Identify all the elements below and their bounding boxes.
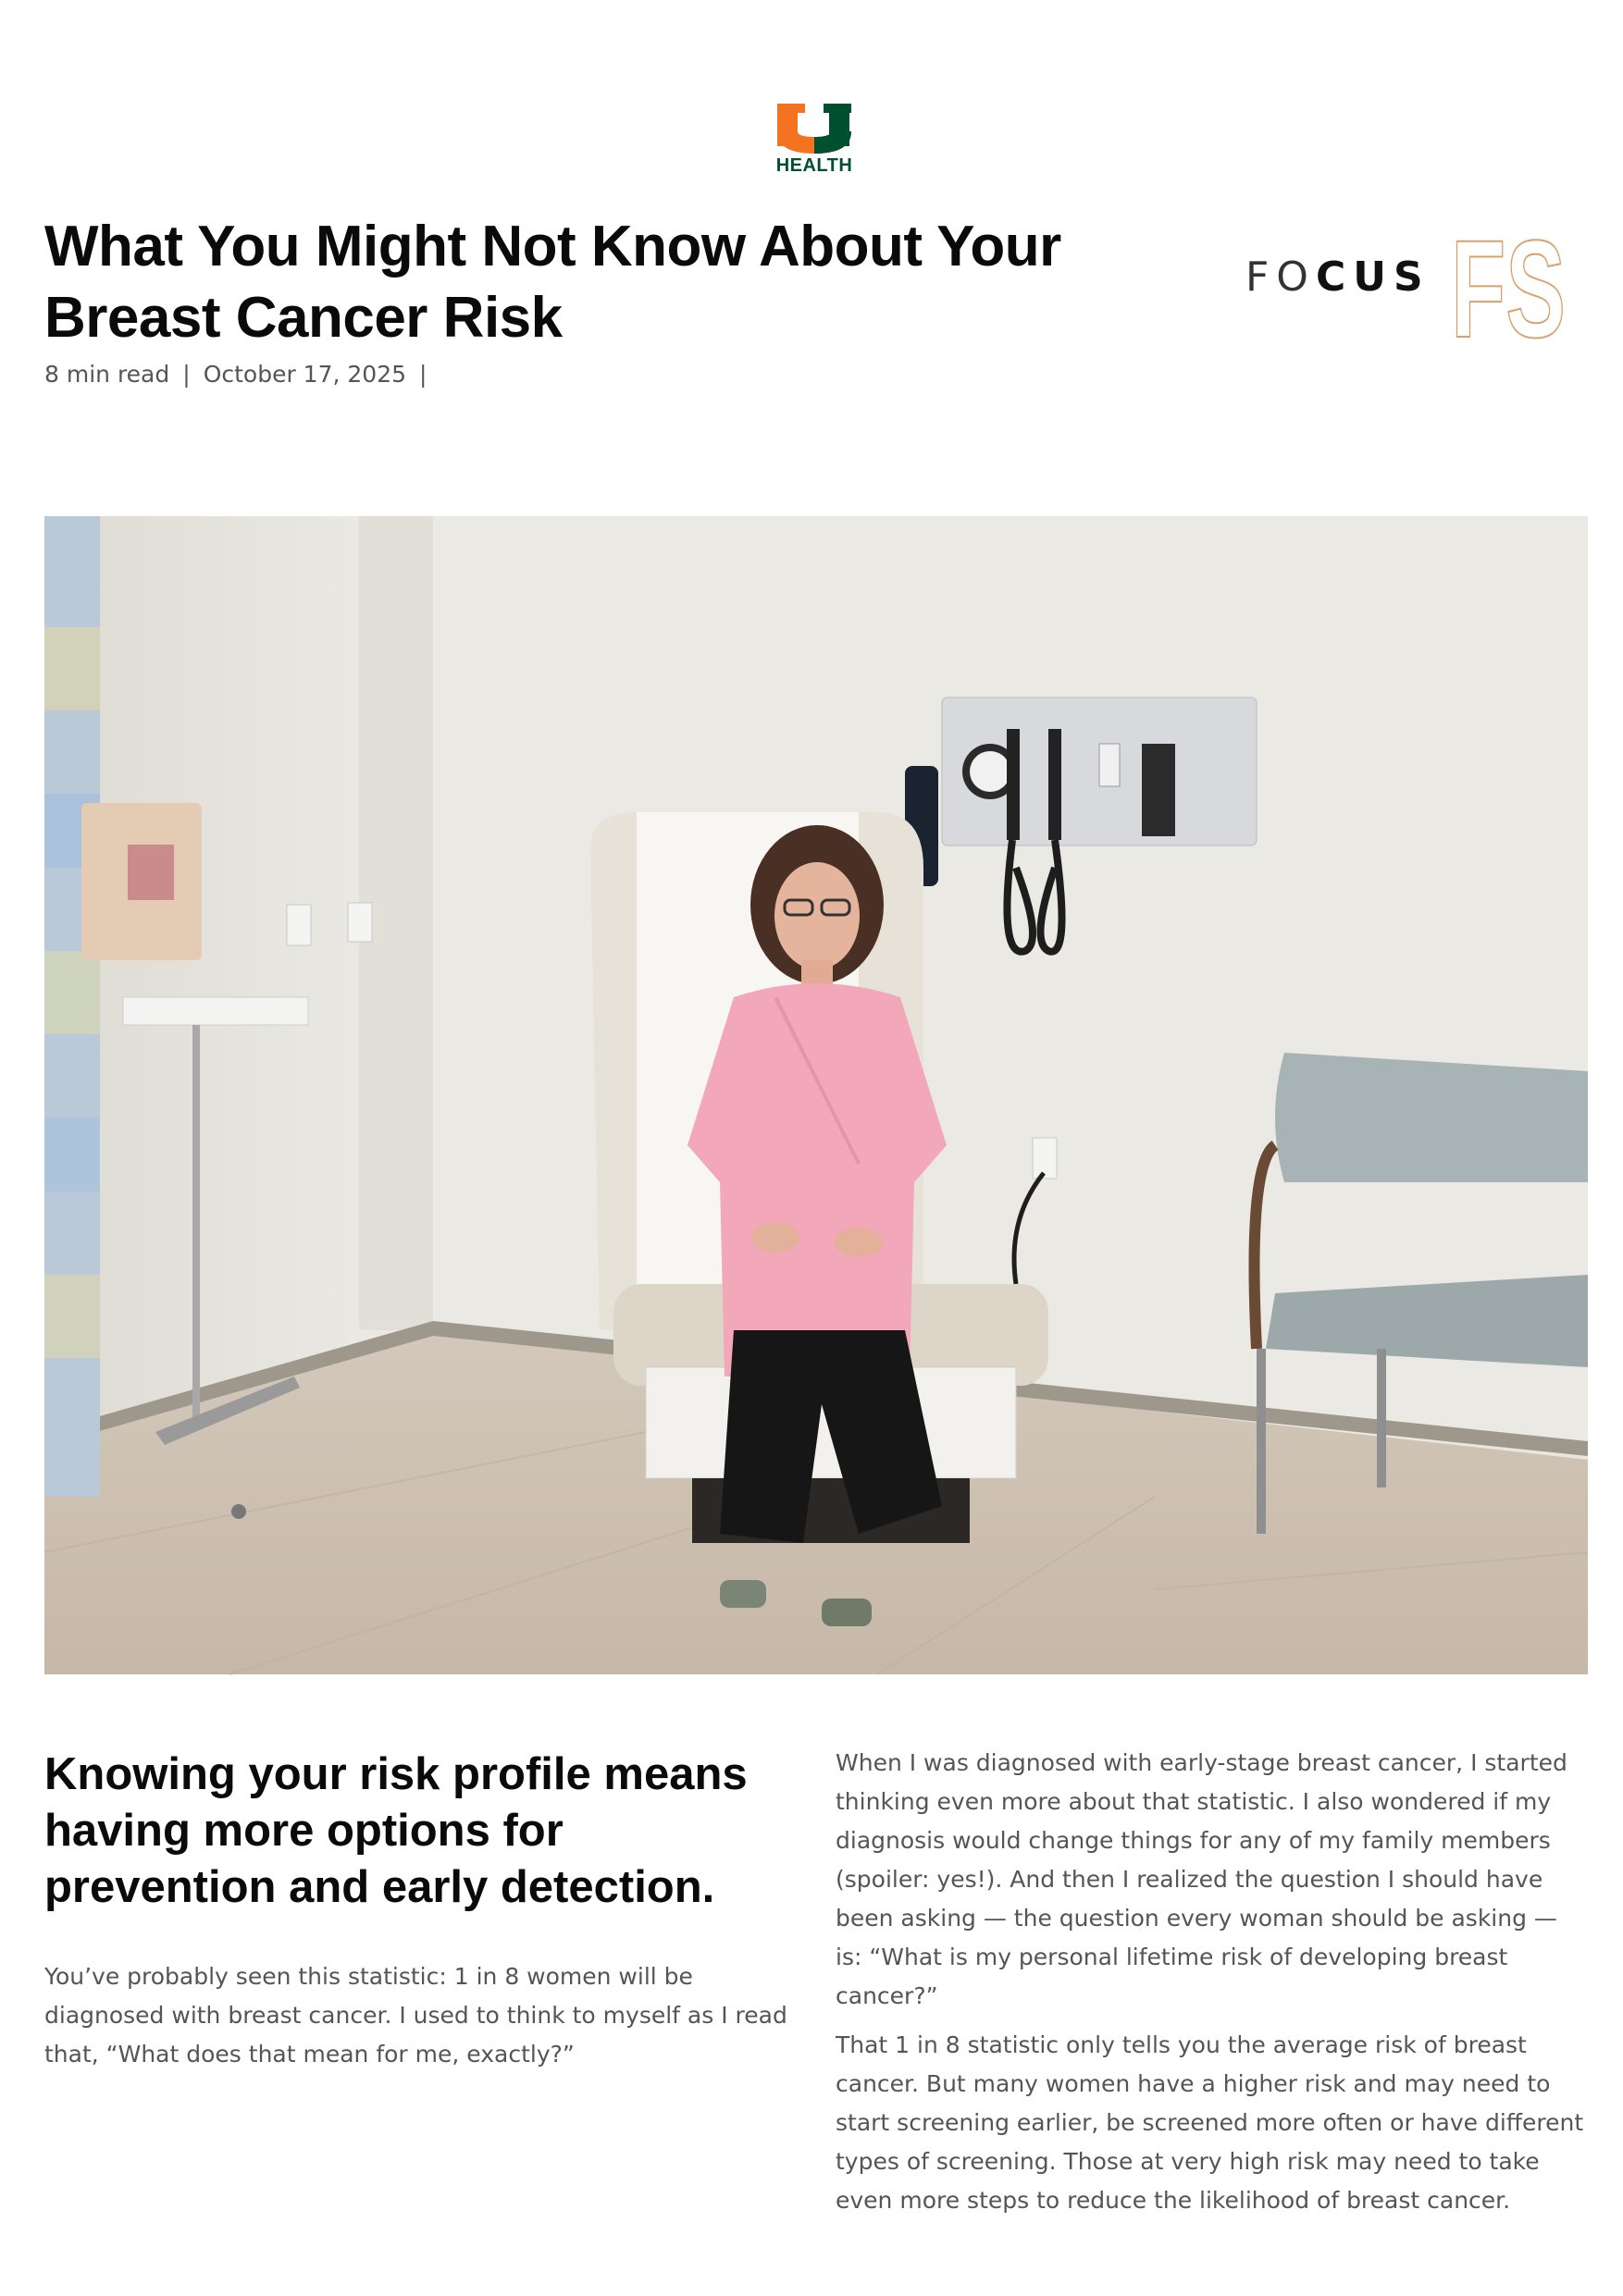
article-title: What You Might Not Know About Your Breast Cancer Risk bbox=[44, 215, 1061, 350]
logo-health-text: HEALTH bbox=[775, 155, 853, 176]
u-logo-icon bbox=[775, 104, 853, 155]
publish-date: October 17, 2025 bbox=[203, 361, 407, 388]
section-subheading: Knowing your risk profile means having more options for prevention and early detection. bbox=[44, 1749, 748, 1912]
meta-separator: | bbox=[182, 361, 191, 388]
focus-bold-part: CUS bbox=[1315, 253, 1431, 301]
uhealth-logo bbox=[775, 104, 853, 178]
diagnosis-paragraph: When I was diagnosed with early-stage breast cancer, I started thinking even more about that statistic. I also wondered if my diagnosis would change things for any of my family members (spoiler: yes!). And then I realized the question I should have been asking — the question every woman should be asking — is: “What is my personal lifetime risk of developing breast cancer?” bbox=[836, 1749, 1567, 2009]
focus-light-part: FO bbox=[1245, 253, 1316, 301]
hero-photo bbox=[44, 516, 1588, 1674]
statistic-paragraph: That 1 in 8 statistic only tells you the average risk of breast cancer. But many women have a higher risk and may need to start screening earlier, be screened more often or have different types of screening. Those at very high risk may need to take even more steps to reduce the likelihood of breast cancer. bbox=[836, 2031, 1584, 2214]
article-meta bbox=[44, 361, 440, 388]
meta-separator-trailing: | bbox=[419, 361, 427, 388]
read-time: 8 min read bbox=[44, 361, 170, 388]
fs-mark-text: FS bbox=[1451, 211, 1566, 366]
exam-room-image bbox=[44, 516, 1588, 1674]
intro-paragraph: You’ve probably seen this statistic: 1 in 8 women will be diagnosed with breast cancer. I used to think to myself as I read that, “What does that mean for me, exactly?” bbox=[44, 1963, 787, 2068]
fs-logo-mark bbox=[1451, 211, 1567, 366]
focus-wordmark bbox=[1245, 253, 1431, 301]
